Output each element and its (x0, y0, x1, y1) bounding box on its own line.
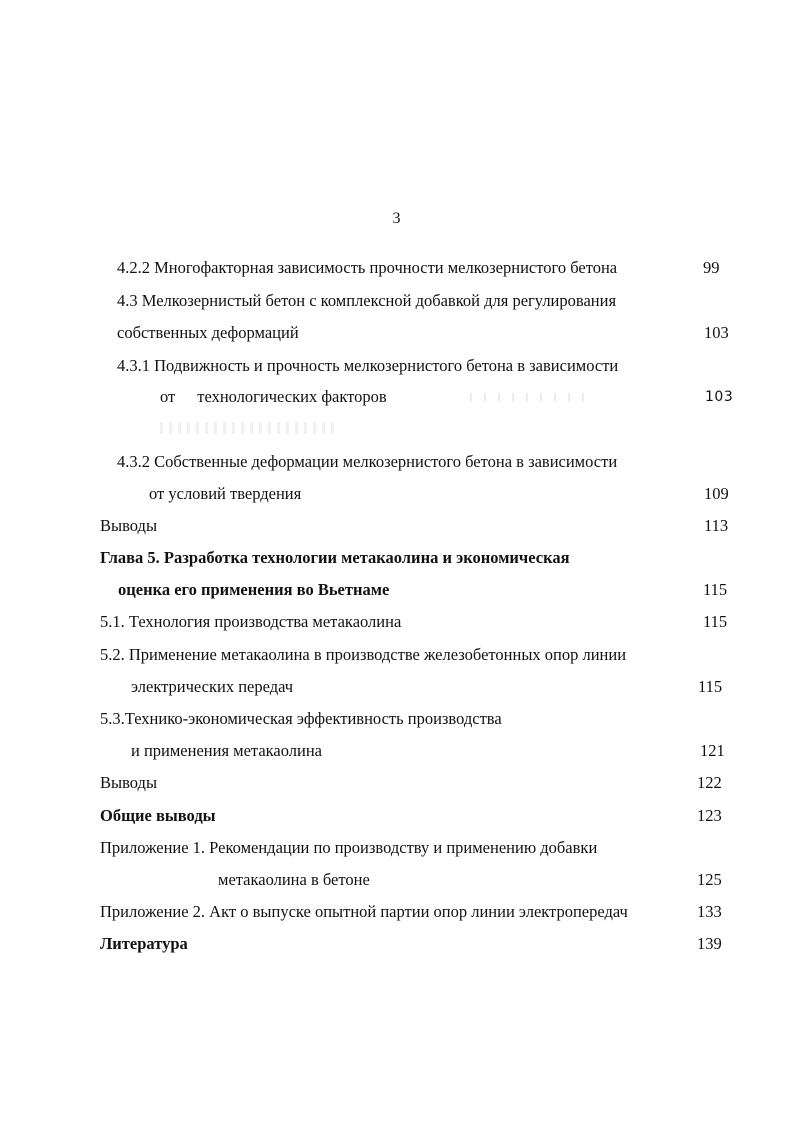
toc-entry-appendix-1-page: 125 (697, 870, 722, 889)
toc-entry-appendix-2-page: 133 (697, 902, 722, 921)
toc-entry-5-2-cont: электрических передач (131, 677, 294, 696)
toc-entry-appendix-1-title: Приложение 1. Рекомендации по производству и применению добавки (100, 838, 598, 857)
toc-entry-appendix-2-title: Приложение 2. Акт о выпуске опытной партии опор линии электропередач (100, 902, 628, 921)
toc-entry-4-3-1-cont (160, 387, 387, 407)
toc-entry-4-3-1-cont-text: технологических факторов (197, 387, 387, 406)
toc-entry-general-conclusions-title: Общие выводы (100, 806, 216, 825)
toc-entry-conclusions-4-page: 113 (704, 516, 729, 535)
toc-entry-chapter-5-page: 115 (703, 580, 728, 599)
toc-entry-5-3-cont: и применения метакаолина (131, 741, 322, 760)
toc-entry-4-3-2-page: 109 (704, 484, 729, 503)
toc-entry-5-2-title: 5.2. Применение метакаолина в производстве железобетонных опор линии (100, 645, 627, 664)
toc-entry-4-3-2-cont: от условий твердения (149, 484, 302, 503)
toc-entry-4-3-title: 4.3 Мелкозернистый бетон с комплексной добавкой для регулирования (117, 291, 617, 310)
toc-entry-4-3-cont: собственных деформаций (117, 323, 299, 342)
toc-entry-5-1-page: 115 (703, 612, 728, 631)
toc-entry-4-2-2-page: 99 (703, 258, 720, 277)
toc-entry-general-conclusions-page: 123 (697, 806, 722, 825)
toc-entry-chapter-5-title: Глава 5. Разработка технологии метакаолина и экономическая (100, 548, 570, 567)
toc-entry-chapter-5-cont: оценка его применения во Вьетнаме (118, 580, 390, 599)
page-number: 3 (392, 210, 401, 227)
toc-entry-conclusions-4-title: Выводы (100, 516, 158, 535)
toc-entry-5-3-title: 5.3.Технико-экономическая эффективность производства (100, 709, 502, 728)
scan-artifact (160, 422, 340, 434)
toc-entry-4-3-1-page: 103 (705, 389, 734, 405)
toc-entry-4-3-page: 103 (704, 323, 729, 342)
toc-entry-references-page: 139 (697, 934, 722, 953)
toc-entry-4-2-2-title: 4.2.2 Многофакторная зависимость прочности мелкозернистого бетона (117, 258, 618, 277)
toc-entry-5-3-page: 121 (700, 741, 725, 760)
toc-entry-conclusions-5-title: Выводы (100, 773, 158, 792)
toc-entry-4-3-2-title: 4.3.2 Собственные деформации мелкозернистого бетона в зависимости (117, 452, 618, 471)
toc-entry-references-title: Литература (100, 934, 188, 953)
toc-entry-appendix-1-cont: метакаолина в бетоне (218, 870, 370, 889)
toc-entry-conclusions-5-page: 122 (697, 773, 722, 792)
toc-entry-5-1-title: 5.1. Технология производства метакаолина (100, 612, 402, 631)
toc-entry-4-3-1-title: 4.3.1 Подвижность и прочность мелкозернистого бетона в зависимости (117, 356, 619, 375)
toc-entry-5-2-page: 115 (698, 677, 723, 696)
scan-artifact (470, 393, 590, 401)
toc-entry-4-3-1-prefix: от (160, 387, 176, 406)
